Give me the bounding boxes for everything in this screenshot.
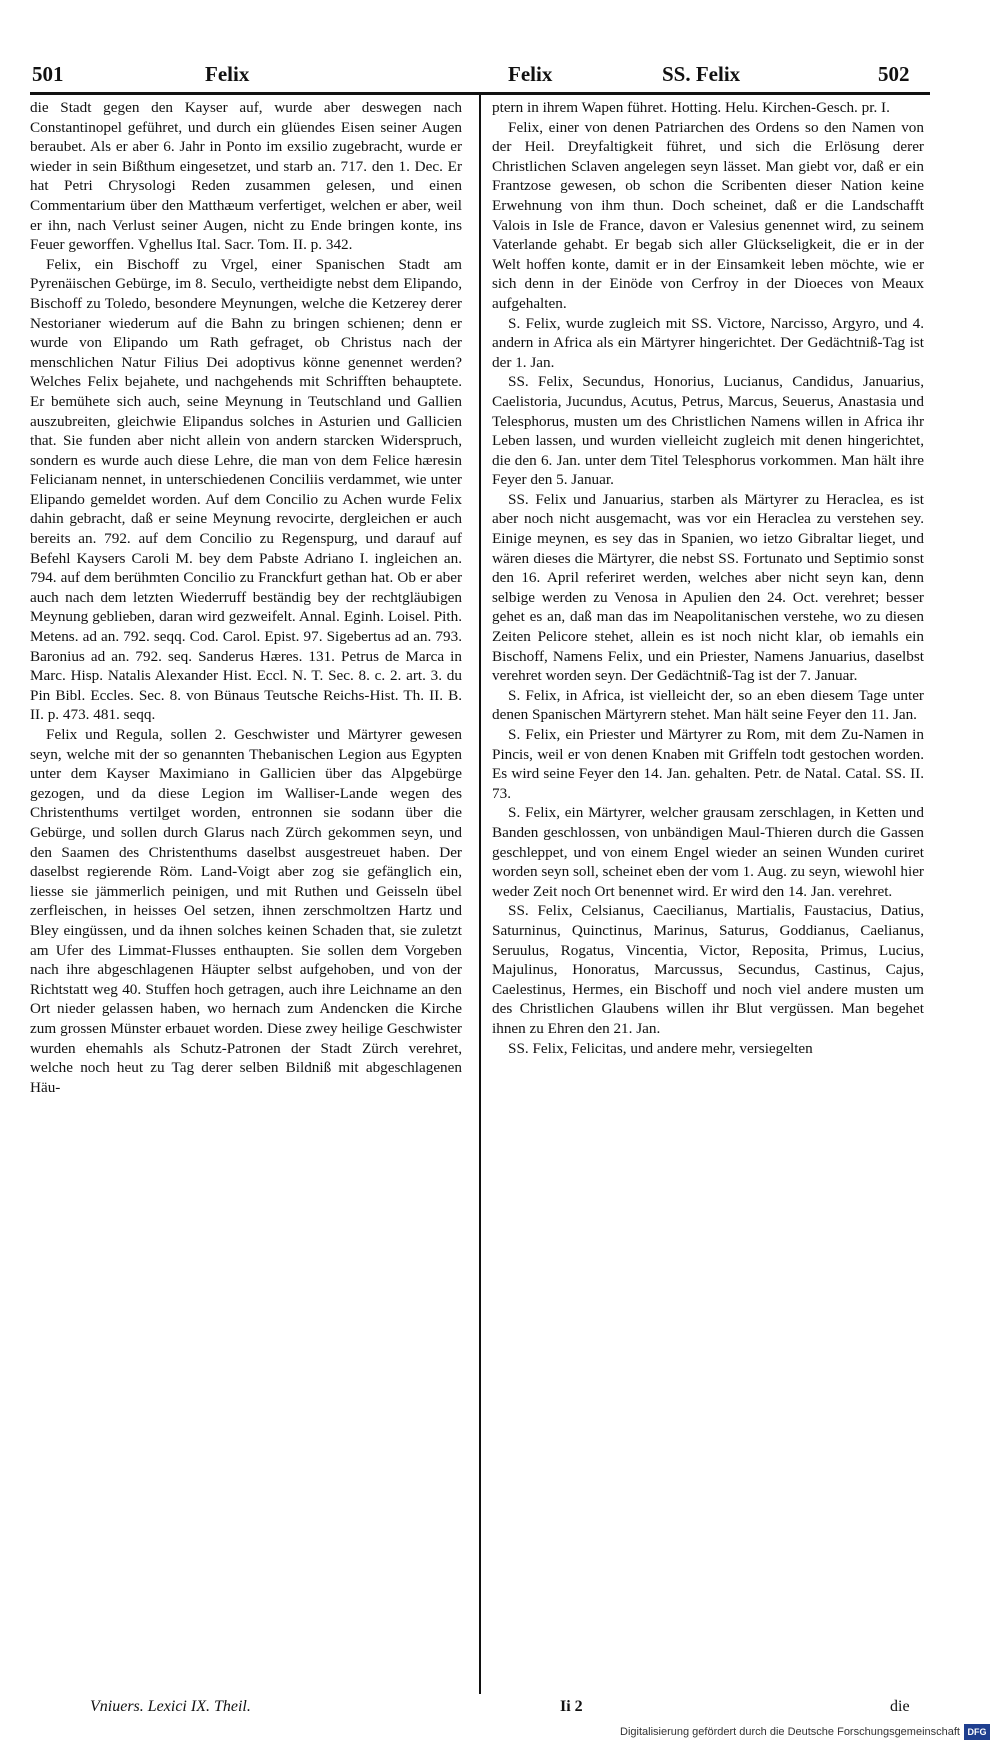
page-footer — [30, 1698, 930, 1720]
entry-paragraph: SS. Felix, Secundus, Honorius, Lucianus, Candidus, Januarius, Caelistoria, Jucundus, Acutus, Petrus, Marcus, Seuerus, Anastasia und Telesphorus, musten um des Christlichen Namens willen in Africa ihr Leben lassen, und wurden vielleicht zugleich mit denen hingerichtet, die den 6. Jan. unter dem Titel Telesphorus vorkommen. Man hält ihre Feyer den 5. Januar. — [492, 373, 924, 489]
dfg-logo: DFG — [964, 1724, 990, 1740]
right-page-number: 502 — [878, 62, 910, 86]
entry-paragraph: SS. Felix und Januarius, starben als Märtyrer zu Heraclea, es ist aber noch nicht ausgemacht, was vor ein Heraclea zu verstehen sey. Einige meynen, es sey das in Spanien, wo ietzo Gibraltar lieget, und wären dieses die Märtyrer, die nebst SS. Fortunato und Septimio sonst den 16. April referiret werden, welches aber nicht seyn kan, denn selbige werden zu Venosa in Apulien den 24. Oct. verehret; besser gehet es an, daß man das im Neapolitanischen verstehe, wo zu diesen Zeiten Pelicore stehet, allein es ist noch nicht klar, ob iemahls ein Bischoff, Namens Felix, und ein Priester, Namens Januarius, daselbst verehret worden seyn. Der Gedächtniß-Tag ist der 7. Januar. — [492, 490, 924, 685]
digitization-note: Digitalisierung gefördert durch die Deutsche Forschungsgemeinschaft — [620, 1726, 960, 1738]
catchword: die — [890, 1698, 910, 1715]
volume-line: Vniuers. Lexici IX. Theil. — [90, 1698, 251, 1715]
left-column — [30, 98, 462, 1097]
entry-paragraph: ptern in ihrem Wapen führet. Hotting. Helu. Kirchen-Gesch. pr. I. — [492, 99, 890, 116]
left-header-word: Felix — [205, 62, 250, 86]
lexicon-page — [30, 58, 930, 1728]
left-page-number: 501 — [32, 62, 64, 86]
digitization-credit — [590, 1724, 990, 1742]
entry-paragraph: Felix, ein Bischoff zu Vrgel, einer Spanischen Stadt am Pyrenäischen Gebürge, im 8. Seculo, vertheidigte nebst dem Elipando, Bischoff zu Toledo, besondere Meynungen, welche die Ketzerey derer Nestorianer wiederum auf die Bahn zu bringen schienen; denn er wurde von Elipando um Rath gefraget, ob Christus nach der menschlichen Natur Filius Dei adoptivus könne genennet werden? Welches Felix bejahete, und nachgehends mit Schrifften behauptete. Er bemühete sich auch, seine Meynung in Teutschland und Gallien auszubreiten, gleichwie Elipandus solches in Asturien und Gallicien that. Sie funden aber nicht allein von andern starcken Widerspruch, sondern es wurde auch diese Lehre, die man von dem Felice hæresin Felicianam nennet, in unterschiedenen Conciliis verdammet, wie unter Elipando gemeldet worden. Auf dem Concilio zu Achen wurde Felix dahin gebracht, daß er seine Meynung revocirte, dergleichen er auch bereits an. 792. auf dem Concilio zu Regenspurg, und darauf auf Befehl Kaysers Caroli M. bey dem Pabste Adriano I. ingleichen an. 794. auf dem berühmten Concilio zu Franckfurt gethan hat. Ob er aber auch nach dem letzten Wiederruff beständig bey der rechtgläubigen Meynung geblieben, daran wird gezweifelt. Annal. Eginh. Loisel. Pith. Metens. ad an. 792. seqq. Cod. Carol. Epist. 97. Sigebertus ad an. 793. Baronius ad an. 792. seq. Sanderus Hæres. 131. Petrus de Marca in Marc. Hisp. Natalis Alexander Hist. Eccl. N. T. Sec. 8. c. 2. art. 3. du Pin Bibl. Eccles. Sec. 8. von Bünaus Teutsche Reichs-Hist. Th. II. B. II. p. 473. 481. seqq. — [30, 255, 462, 724]
column-divider — [479, 94, 481, 1694]
signature-mark: Ii 2 — [560, 1698, 583, 1715]
entry-paragraph: Felix, einer von denen Patriarchen des Ordens so den Namen von der Heil. Dreyfaltigkeit führet, und sich die Erlösung derer Christlichen Sclaven angelegen seyn lässet. Man giebt vor, daß er ein Frantzose gewesen, ob schon die Scribenten dieser Nation keine Erwehnung von ihm thun. Doch scheinet, daß er die Landschafft Valois in Isle de France, davon er Valesius genennet wird, zu seinem Vaterlande gehabt. Er begab sich aller Glückseligkeit, die er in der Welt hoffen konte, damit er in der Einsamkeit leben möchte, wie er sich denn in der Einöde von Cerfroy in der Dioeces von Meaux aufgehalten. — [492, 118, 924, 312]
entry-paragraph: die Stadt gegen den Kayser auf, wurde aber deswegen nach Constantinopel geführet, und durch ein glüendes Eisen seiner Augen beraubet. Als er aber 6. Jahr in Ponto im exsilio zugebracht, wurde er wieder in sein Bißthum eingesetzet, und starb an. 717. den 1. Dec. Er hat Petri Chrysologi Reden zusammen gelesen, und einen Commentarium über den Matthæum verfertiget, welchen er aber, weil er ihn, nach Verlust seiner Augen, nicht zu Ende bringen konte, ins Feuer geworffen. Vghellus Ital. Sacr. Tom. II. p. 342. — [30, 99, 462, 254]
running-header — [30, 58, 930, 92]
right-column — [492, 98, 924, 1058]
entry-paragraph: S. Felix, in Africa, ist vielleicht der, so an eben diesem Tage unter denen Spanischen Märtyrern stehet. Man hält seine Feyer den 11. Jan. — [492, 686, 924, 724]
entry-paragraph: S. Felix, ein Märtyrer, welcher grausam zerschlagen, in Ketten und Banden geschlossen, von unbändigen Maul-Thieren durch die Gassen geschleppet, und von einem Engel wieder an seinen Wunden curiret worden seyn soll, scheinet eben der vom 1. Aug. zu seyn, wiewohl hier weder Zeit noch Ort benennet wird. Er wird den 14. Jan. verehret. — [492, 804, 924, 900]
entry-paragraph: SS. Felix, Felicitas, und andere mehr, versiegelten — [508, 1039, 813, 1057]
entry-paragraph: Felix und Regula, sollen 2. Geschwister und Märtyrer gewesen seyn, welche mit der so genannten Thebanischen Legion aus Egypten unter dem Kayser Maximiano in Gallicien über das Alpgebürge gezogen, und da diese Legion im Walliser-Lande wegen des Christenthums vertilget worden, entronnen sie sodann über die Gebürge, und sollen durch Glarus nach Zürch gekommen seyn, und den Saamen des Christenthums daselbst ausgestreuet haben. Der daselbst regierende Röm. Land-Voigt aber zog sie gefänglich ein, liesse sie jämmerlich peinigen, und mit Ruthen und Geisseln übel zerfleischen, in heisses Oel setzen, ihnen zerschmoltzen Hartz und Bley eingüssen, und da ihnen solches keinen Schaden that, sie zuletzt am Ufer des Limmat-Flusses enthaupten. Sie sollen dem Vorgeben nach ihre abgeschlagenen Häupter selbst aufgehoben, und von der Richtstatt weg 40. Stuffen hoch getragen, auch ihre Leichname an den Ort nieder gelassen haben, wo hernach zum Andencken die Kirche zum grossen Münster erbauet worden. Diese zwey heilige Geschwister wurden ehemahls als Schutz-Patronen der Stadt Zürch verehret, welche noch heut zu Tag derer selben Bildniß mit abgeschlagenen Häu- — [30, 726, 462, 1096]
right-header-word: Felix — [508, 62, 553, 86]
entry-paragraph: S. Felix, wurde zugleich mit SS. Victore, Narcisso, Argyro, und 4. andern in Africa als ein Märtyrer hingerichtet. Der Gedächtniß-Tag ist der 1. Jan. — [492, 314, 924, 371]
right-header-saints: SS. Felix — [662, 62, 741, 86]
entry-paragraph: S. Felix, ein Priester und Märtyrer zu Rom, mit dem Zu-Namen in Pincis, weil er von denen Knaben mit Griffeln todt gestochen worden. Es wird seine Feyer den 14. Jan. gehalten. Petr. de Natal. Catal. SS. II. 73. — [492, 726, 924, 802]
entry-paragraph: SS. Felix, Celsianus, Caecilianus, Martialis, Faustacius, Datius, Saturninus, Quinctinus, Marinus, Saturus, Goddianus, Caelianus, Seruulus, Rogatus, Vincentia, Victor, Reposita, Primus, Lucius, Majulinus, Honoratus, Marcussus, Secundus, Castinus, Cajus, Caelestinus, Hermes, ein Bischoff und noch viel andere musten um des Christlichen Glaubens willen ihr Blut vergüssen. Man begehet ihnen zu Ehren den 21. Jan. — [492, 902, 924, 1037]
